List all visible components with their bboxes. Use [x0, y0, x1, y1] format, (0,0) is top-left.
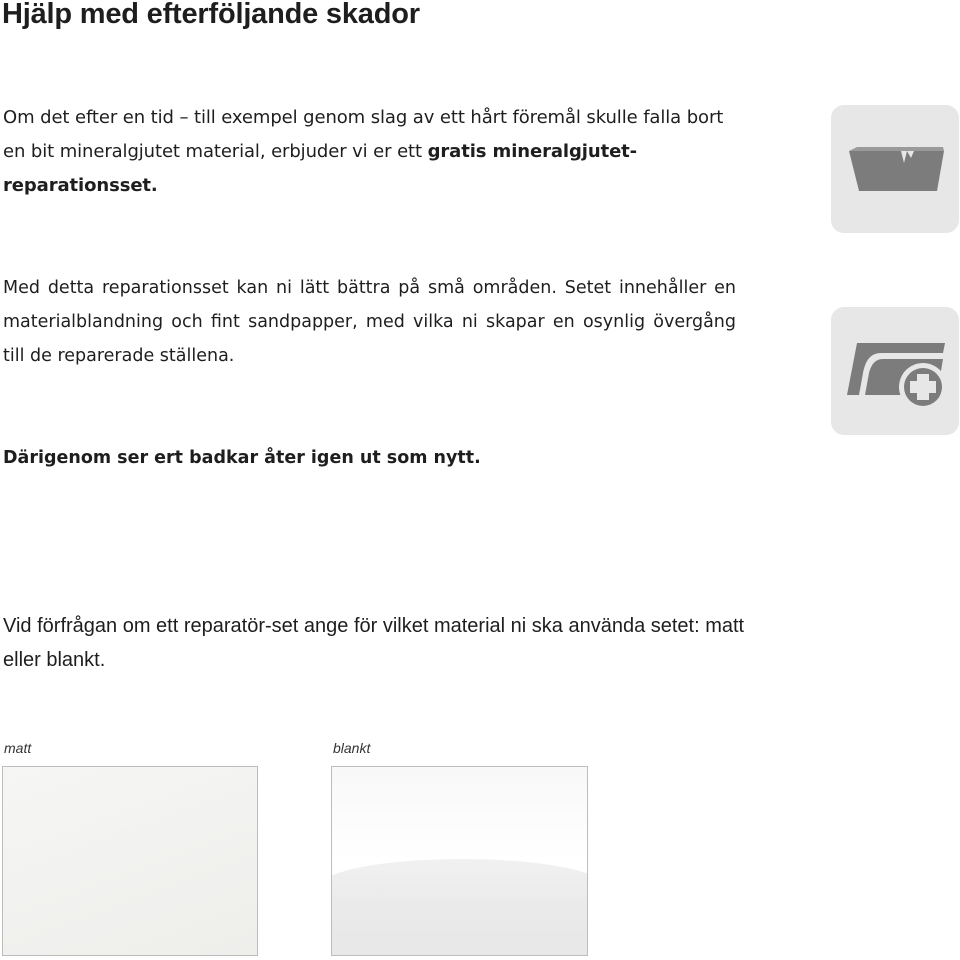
intro-text: Om det efter en tid – till exempel genom slag av ett hårt föremål skulle falla bort en bit mineralgjutet material, erbjuder vi er ett	[3, 107, 724, 162]
blankt-swatch	[331, 766, 588, 956]
matt-label: matt	[4, 740, 32, 756]
repaired-tub-plus-icon-graphic	[831, 307, 959, 435]
damaged-tub-icon	[831, 105, 959, 233]
intro-paragraph	[3, 101, 738, 203]
result-paragraph: Därigenom ser ert badkar åter igen ut som nytt.	[3, 448, 481, 468]
intro-highlight: gratis mineralgjutet-reparationsset.	[3, 141, 638, 196]
page-title: Hjälp med efterföljande skador	[2, 0, 420, 30]
blankt-label: blankt	[333, 740, 371, 756]
request-paragraph: Vid förfrågan om ett reparatör-set ange för vilket material ni ska använda setet: matt eller blankt.	[3, 615, 745, 671]
repaired-tub-plus-icon	[831, 307, 959, 435]
repair-paragraph: Med detta reparationsset kan ni lätt bättra på små områden. Setet innehåller en materialblandning och fint sandpapper, med vilka ni skapar en osynlig övergång till de reparerade ställena.	[3, 278, 736, 366]
matt-swatch	[2, 766, 258, 956]
damaged-tub-icon-graphic	[831, 105, 959, 233]
gloss-reflection	[331, 859, 588, 956]
